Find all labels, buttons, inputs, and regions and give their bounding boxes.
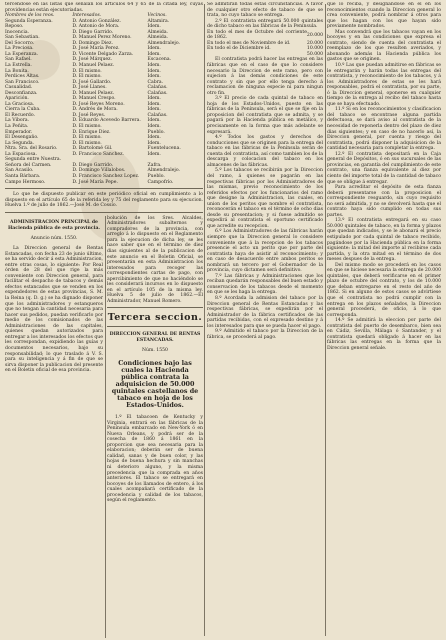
reo-name: Inocencia. (5, 29, 30, 35)
right-p6: Para acreditar el depósito de esta fianza deberá presentarse con la proposicion el correspondiente resguardo, sin cuyo requisito no será admitida, y no se devolverá hasta que el contrato haya sido cumplido en todas sus partes. (327, 185, 441, 218)
interesado-name: D. José Gallardo. (72, 79, 112, 85)
delivery-period: En todo el mes de Octubre del corriente de 1862. (207, 29, 307, 41)
interesado-name: D. Antonio González. (72, 18, 121, 24)
reo-name: Señora del Carmen. (5, 162, 52, 168)
interesado-name: D. Andrés de Mora. (72, 107, 118, 113)
mid-p5: 4.º Todos los gastos y derechos de conducciones que se originen para la entrega del tabaco en las fábricas de la Península serán de cuenta del contratista, así como tambien los de la descarga y colocacion del tabaco en los almacenes de las fábricas. (207, 135, 323, 168)
interesado-name: D. Bartolomé Gil. (72, 146, 113, 152)
vecino-name: Almeida. (147, 35, 169, 41)
interesado-name: D. José Reyes. (72, 112, 106, 118)
condition-1: 1.º El tabacoen de Kentucky y Virginia, entrará en las fábricas de la Península embarcado en New-York ó en Nueva Orleans, y podrá ser de la cosecha de 1860 á 1861 en la proporcion que sea necesaria para la elaboracion; deberán ser de buena calidad, sanas y de buen color, y las hojas de buena hechura y sin manchas ni deterioro alguno, y la misma precedencia que la comprada en años anteriores. El tabaco se entregará en bocoyes de los llamados de entero, á los cuales acompañará certificado de la procedencia y calidad de los tabacos, según el reglamento. (107, 415, 203, 504)
mid-p4: 3.º El precio de cada quintal de tabaco en hoja de los Estados-Unidos, puesto en las fábricas de la Península, será el que se fije en la proposicion del contratista que se admita, y se pagará por la Hacienda pública en metálico, y precisamente en la forma que más adelante se expresará. (207, 96, 323, 135)
reo-name: Desconfianza. (5, 90, 38, 96)
delivery-period: En todo el mes de Noviembre de id. (207, 40, 291, 46)
intro-text: tercéndose en las listas que señalan los artículos 64 y 65 de la citada ley, cuyas providencias están ejecutoriadas. (5, 2, 203, 13)
vecino-name: Pueblo. (147, 173, 165, 179)
divider (107, 326, 203, 327)
right-p3: 10.º Las que puedan admitirse en fábricas se le entregarán y harán todas las entregas del contratista, y reconocimiento de los tabacos, y á los Administradores de estas se les hará responsables, podrá el contratista, por su parte, ó la Direccion general, oponerse en cualquier tiempo de la entrega al recibo del tabaco hasta que se haya efectuado. (327, 63, 441, 107)
vecino-name: Idem. (147, 96, 161, 102)
delivery-qty: 20.000 (306, 40, 323, 46)
mid-p3: El contratista podrá hacer las entregas en las fábricas que en el caso de que lo considere necesario la Direccion de este ramo, pero con sujecion á las demás condiciones de este contrato y sin que por ello tenga derecho á reclamacion de ninguna especie ni para ningun otro fin. (207, 57, 323, 96)
table-row (5, 146, 203, 152)
interesado-name: D. José Llanes. (72, 85, 107, 91)
right-p8: Del mismo modo se procederá en los casos en que se hiciese necesaria la entrega de 20.000 quintales, que deberá verificarse en el primer plazo de octubre del contrato, y los de 10.000 que deban entregarse en el resto del año de 1862. Si en alguno de estos casos se advirtiese que el contratista no podrá cumplir con la entrega en los plazos señalados, la Direccion general procederá, de oficio, á lo que corresponda. (327, 262, 441, 318)
table-row (207, 30, 323, 41)
vecino-name: Idem. (147, 107, 161, 113)
reo-name: La Peñita. (5, 124, 29, 130)
interesado-name: D. Francisco Sanchez. (72, 151, 125, 157)
reo-name: Emperador. (5, 129, 33, 135)
vecino-name: Almendralejo. (147, 168, 180, 174)
interesado-name: D. Manuel Pelaez. (72, 63, 115, 69)
reo-name: El Desengaño. (5, 135, 39, 141)
interesado-name: D. Manuel Pelaez. (72, 90, 115, 96)
reo-name: San Sebastian. (5, 35, 40, 41)
reo-name: La Esperanza. (5, 51, 39, 57)
interesado-name: D. El mismo. (72, 140, 102, 146)
interesado-name: D. El mismo. (72, 124, 102, 130)
reo-name: La Segunda. (5, 140, 35, 146)
vecino-name: Calañas. (147, 90, 168, 96)
vecino-name: Pueblo. (147, 129, 165, 135)
reo-name: San Francisco. (5, 79, 40, 85)
delivery-total: 50.000 (306, 51, 323, 57)
reo-name: La Vibora. (5, 118, 30, 124)
reo-name: La Graciosa. (5, 101, 35, 107)
reo-name: Santa Bárbara. (5, 173, 41, 179)
reo-name: La Bonita. (5, 68, 29, 74)
vecino-name: Idem. (147, 63, 161, 69)
divider (107, 307, 203, 308)
seccion-title: Tercera seccion. (107, 312, 203, 324)
mid-p6: 5.º Los tabacos se recibirán por la Direccion del ramo, á quienes se pagarán en las respectivas fábricas por los Administradores de las mismas, previo reconocimiento de los referidos efectos por los funcionarios del ramo que designe la Administracion, las cuales, en union de los peritos que nombre el contratista, reconocerán el tabaco en el término de ocho dias desde su presentacion; y si fuese admitido se expedirá al contratista el oportuno certificado que acredite su recepcion. (207, 168, 323, 229)
vecino-name: Zafra. (147, 162, 162, 168)
reo-name: Perdices Altas. (5, 74, 40, 80)
delivery-period: En todo el de Diciembre id. (207, 46, 271, 52)
mid-p8: 7.º Las fábricas y Administraciones que los reciban quedarán responsables del buen estado y conservacion de los tabacos desde el momento en que se les haga la entrega. (207, 273, 323, 296)
interesado-name: D. Domingo Diez. (72, 40, 113, 46)
vecino-name: Idem. (147, 46, 161, 52)
reo-name: Cierra la Cuba. (5, 107, 41, 113)
vecino-name: Fuentelucena. (147, 146, 181, 152)
direccion-title: DIRECCION GENERAL DE RENTAS ESTANCADAS. (109, 332, 201, 343)
table-row (5, 180, 203, 186)
reo-name: El Recuerdo. (5, 112, 35, 118)
mid-p9: 8.º Acordada la admision del tabaco por la Direccion general de Rentas Estancadas y las respectivas fábricas, se expedirán por el Administrador de la fábrica certificados de las partidas recibidas, con el expresado destino y á los interesados para que se pueda hacer el pago. (207, 295, 323, 329)
mid-p1: Se admitirán todas estas circunstancias. A favor de cualquier otro efecto de tabaco de que se trata, no cuyo tabaco se entrega. (207, 2, 323, 19)
interesado-name: D. José Márquez. (72, 57, 113, 63)
header-reos: Nombres de los reos. (5, 13, 55, 19)
vecino-name: Almendralejo. (147, 40, 180, 46)
admin-text: La Direccion general de Rentas Estancadas, con fecha 23 de junio último, se ha servido decir á esta Administracion, entre otras cosas, lo siguiente: Por Real órden de 28 del que rige la más conveniente con Direccion general, para facilitar el despacho de tabacos y demás efectos estancados que se venden en los expendedores de estas provincias, S. M. la Reina (q. D. g.) se ha dignado disponer que los administradores y estanqueros que no tengan la cantidad necesaria para hacer sus pedidos, puedan verificarlo por medio de los comisionados de las Administraciones de las capitales, quienes quedan autorizados para entregar a los interesados los efectos que les correspondan, expidiendo las guías y documentos necesarios, bajo su responsabilidad; lo que traslado á V. S. para su inteligencia y á fin de que se sirva disponer la publicacion del presente en el Boletin oficial de esa provincia. (5, 246, 103, 374)
interesado-name: D. El mismo. (72, 135, 102, 141)
left-column (5, 2, 203, 638)
delivery-qty: 20.000 (306, 32, 323, 38)
vecino-name: Idem. (147, 101, 161, 107)
delivery-qty: 10.000 (306, 46, 323, 52)
vecino-name: Altamira. (147, 18, 170, 24)
vecino-name: Almeida. (147, 29, 169, 35)
vecino-name: Escacena. (147, 57, 172, 63)
interesado-name: D. Domingo Villalobos. (72, 168, 126, 174)
interesado-name: D. José María Pepe. (72, 179, 118, 185)
left-lower-block (5, 216, 203, 638)
closing-text: Lo que he dispuesto publicar en este periódico oficial en cumplimiento a lo dispuesto en el artículo 65 de la referida ley y 75 del reglamento para su ejecucion. Huelva 1.º de julio de 1862.—José M. de Cossío. (5, 192, 203, 209)
conditions-title: Condiciones bajo las cuales la Hacienda pública contrata la adquisicion de 50.000 quintales castellanos de tabaco en hoja de los Estados-Unidos. (111, 358, 199, 409)
interesado-name: D. El mismo. (72, 68, 102, 74)
mid-p10: 9.º Admitido el tabaco por la Direccion de la fábrica, se procederá al pago. (207, 329, 323, 340)
reo-name: Campo Hermoso. (5, 179, 46, 185)
reo-name: Ntra. Sra. del Rosario. (5, 146, 58, 152)
divider (5, 188, 203, 189)
divider (5, 212, 203, 213)
reo-name: Reposo. (5, 24, 24, 30)
right-p5: 12.º El contratista depositará en la Caja general de Depósitos, ó en sus sucursales de las provincias, en garantía del cumplimiento de este contrato, una fianza equivalente al diez por ciento del importe total de la cantidad de tabaco que se obligue á entregar. (327, 151, 441, 185)
header-interesados: Interesados. (72, 13, 102, 19)
reo-name: Casualidad. (5, 85, 33, 91)
admin-block (5, 216, 103, 374)
reo-name: Aparición. (5, 96, 29, 102)
right-sub-text: bolución de los Sres. Alcaldes, Administradores subalternos y compradores de la provincia, con arreglo á lo dispuesto en el Reglamento para la ejecucion de dicha ley, se les hace saber que en el término de diez dias siguientes al de la publicacion de este anuncio en el Boletin Oficial, se presentarán en esta Administracion los interesados para recoger las correspondientes cartas de pago, con apercibimiento de que no haciéndolo se les considerará incursos en lo dispuesto en el artículo 105 de la misma ley. Huelva 5 de julio de 1862.—El Administrador, Manuel Romero. (107, 215, 203, 304)
vecino-name: Idem. (147, 24, 161, 30)
reo-name: San Rafael. (5, 57, 32, 63)
middle-column (207, 2, 323, 638)
reo-name: Segunda entre Nuestra. (5, 157, 62, 163)
header-vecinos: Vecinos. (147, 13, 167, 19)
column-rule (204, 4, 205, 636)
vecino-name: Idem. (147, 51, 161, 57)
right-p2: Mas convendrá que los tabacos vayan en los bocoyes y en las condiciones que expresa el contrato, siendo de cuenta del contratista el reemplazo de los que resulten averiados, y abonando además la Hacienda pública los gastos que se originen. (327, 29, 441, 63)
reo-name: San Acasilo. (5, 168, 34, 174)
delivery-table (207, 30, 323, 58)
mid-p7: 6.º Los Administradores de las fábricas harán siempre que la Direccion general lo considere conveniente que á la recepcion de los tabacos presencie el acto un perito que por parte del contratista haya de asistir al reconocimiento; y en caso de desacuerdo entre ambos peritos se nombrará un tercero por el Gobernador de la provincia, cuyo dictamen será definitivo. (207, 229, 323, 274)
interesado-name: D. El mismo. (72, 74, 102, 80)
vecino-name: Cabra. (147, 79, 164, 85)
reo-name: Segunda Esperanza. (5, 18, 53, 24)
vecino-name: Idem. (147, 135, 161, 141)
towns-table (5, 13, 203, 185)
interesado-name: D. Manuel Perez Moreno. (72, 35, 132, 41)
interesado-name: D. Francisco Sanchez Lopez. (72, 173, 140, 179)
num-label: Núm. 1550 (142, 347, 168, 353)
vecino-name: Idem. (147, 118, 161, 124)
mid-p2: 2.º El contratista entregará 50.000 quintales de dicho tabaco en las fábricas de la Península. (207, 18, 323, 30)
reo-name: La Espaciosa. (5, 151, 38, 157)
interesado-name: D. Diego Garrido. (72, 29, 114, 35)
column-rule (105, 216, 106, 638)
vecino-name: Idem. (147, 68, 161, 74)
column-rule (325, 4, 326, 636)
interesado-name: D. Manuel Crespo. (72, 96, 116, 102)
vecino-name: Idem. (147, 74, 161, 80)
right-p4: 11.º Si en los reconocimientos y clasificacion del tabaco se encontrase alguna partida defectuosa, se dará aviso al contratista de la necesidad de reponerla dentro del plazo de diez dias siguientes; y en caso de no hacerlo así, la Direccion general, por cuenta y riesgo del contratista, podrá disponer la adquisicion de la cantidad necesaria para completar la entrega. (327, 107, 441, 152)
right-p1: que lo reciba, y designándose en el en los reconocimientos cuando la Direccion general lo crea conveniente, podrá nombrar á otros para que los hagan con los que hayan sido previamente nombrados. (327, 2, 441, 30)
vecino-name: Idem. (147, 124, 161, 130)
interesado-name: D. Eduardo Acevedo Barrera. (72, 118, 141, 124)
vecino-name: Idem. (147, 151, 161, 157)
interesado-name: D. José Reyes Moreno. (72, 101, 125, 107)
interesado-name: D. Diego Garrido. (72, 162, 114, 168)
right-p9: 14.º Se admitirá la eleccion por parte del contratista del puerto de desembarco, bien sea en Cádiz, Sevilla, Málaga ó Santander, y el contratista quedará obligado á hacer en las fábricas las entregas en la forma que la Direccion general señale. (327, 318, 441, 351)
vecino-name: Calañas. (147, 85, 168, 91)
interesado-name: D. Vicente Delgado Zarza. (72, 51, 134, 57)
vecino-name: Calañas. (147, 112, 168, 118)
reo-name: Del Socorro. (5, 40, 35, 46)
right-column (327, 2, 441, 638)
right-sub-block (107, 216, 203, 504)
right-p7: 13.º El contratista entregará en su caso 50.000 quintales de tabaco, en la forma y plazos que quedan indicados, y se le abonará el precio estipulado por cada quintal de tabaco recibido, pagándose por la Hacienda pública en la forma siguiente: la mitad del importe al recibirse cada partida, y la otra mitad en el término de dos meses despues de la entrega. (327, 218, 441, 263)
interesado-name: D. José María Perez. (72, 46, 120, 52)
reo-name: La Preciosa. (5, 46, 34, 52)
interesado-name: D. Antonio de Mora. (72, 24, 120, 30)
interesado-name: D. Enrique Diez. (72, 129, 111, 135)
vecino-name: Idem. (147, 140, 161, 146)
vecino-name: Campofrío. (147, 179, 174, 185)
anuncio-number: Anuncio núm. 1550. (30, 235, 78, 241)
admin-heading: ADMINISTRACION PRINCIPAL de Hacienda pública de esta provincia. (7, 220, 101, 231)
reo-name: La Estrella. (5, 63, 32, 69)
